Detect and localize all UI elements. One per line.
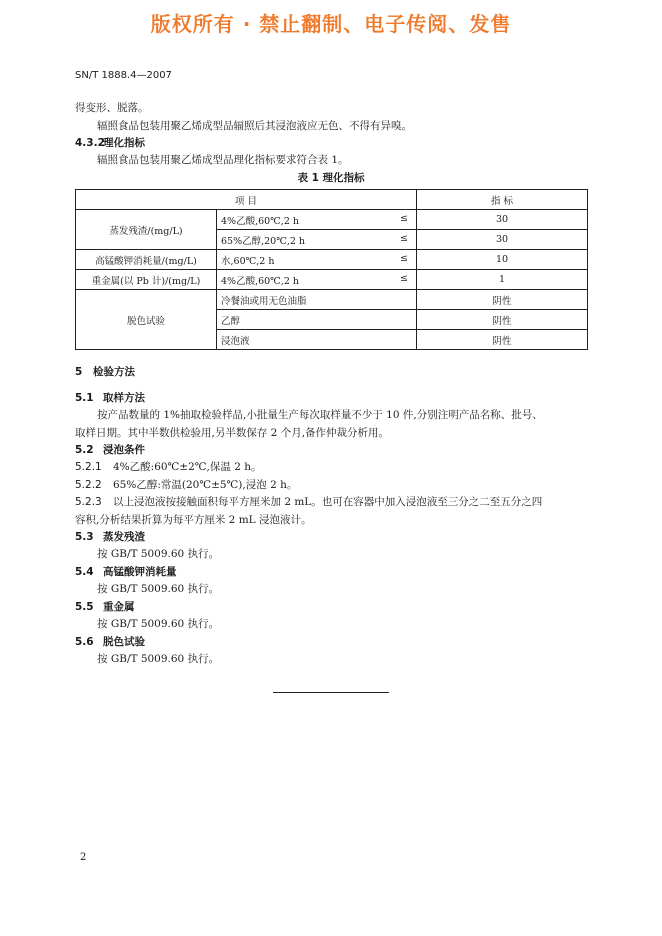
table-row bbox=[76, 210, 588, 230]
exec-text: 按 GB/T 5009.60 执行。 bbox=[97, 583, 220, 595]
section-54-heading bbox=[75, 564, 177, 579]
row-name: 脱色试验 bbox=[76, 290, 217, 350]
table-row bbox=[76, 290, 588, 310]
continued-text: 得变形、脱落。 bbox=[75, 102, 149, 114]
exec-text: 按 GB/T 5009.60 执行。 bbox=[97, 653, 220, 665]
value-cell: 阴性 bbox=[417, 290, 588, 310]
end-rule bbox=[273, 692, 389, 693]
clause-number: 5.2.3 bbox=[75, 496, 102, 508]
row-name: 重金属(以 Pb 计)/(mg/L) bbox=[76, 270, 217, 290]
section-title: 脱色试验 bbox=[103, 636, 145, 648]
section-432-text: 辐照食品包装用聚乙烯成型品理化指标要求符合表 1。 bbox=[97, 154, 349, 166]
table-row bbox=[76, 270, 588, 290]
condition-cell: 冷餐油或用无色油脂 bbox=[217, 290, 417, 310]
header-index: 指 标 bbox=[417, 190, 588, 210]
section-title: 取样方法 bbox=[103, 392, 145, 404]
condition-cell bbox=[217, 250, 417, 270]
spec-table bbox=[75, 189, 588, 350]
section-number: 5 bbox=[75, 366, 83, 378]
section-432-heading bbox=[75, 135, 145, 150]
value-cell: 1 bbox=[417, 270, 588, 290]
clause-521 bbox=[75, 459, 261, 474]
le-symbol: ≤ bbox=[400, 273, 408, 284]
standard-code: SN/T 1888.4—2007 bbox=[75, 70, 172, 81]
s51-line1: 按产品数量的 1%抽取检验样品,小批量生产每次取样量不少于 10 件,分别注明产品名称、批号、 bbox=[97, 409, 543, 421]
section-56-heading bbox=[75, 634, 145, 649]
section-number: 5.6 bbox=[75, 636, 94, 648]
condition-cell bbox=[217, 270, 417, 290]
clause-number: 5.2.2 bbox=[75, 479, 102, 491]
clause-431-text: 辐照食品包装用聚乙烯成型品辐照后其浸泡液应无色、不得有异嗅。 bbox=[97, 120, 412, 132]
condition-text: 水,60℃,2 h bbox=[221, 255, 275, 267]
clause-text: 以上浸泡液按接触面积每平方厘米加 2 mL。也可在容器中加入浸泡液至三分之二至五分之四 bbox=[113, 496, 543, 508]
section-number: 5.1 bbox=[75, 392, 94, 404]
section-52-heading bbox=[75, 442, 145, 457]
clause-522 bbox=[75, 477, 297, 492]
clause-text: 65%乙醇:常温(20℃±5℃),浸泡 2 h。 bbox=[113, 479, 298, 491]
value-cell: 阴性 bbox=[417, 330, 588, 350]
table-header-row bbox=[76, 190, 588, 210]
row-name: 蒸发残渣/(mg/L) bbox=[76, 210, 217, 250]
section-number: 5.3 bbox=[75, 531, 94, 543]
condition-cell bbox=[217, 230, 417, 250]
condition-cell bbox=[217, 210, 417, 230]
condition-cell: 乙醇 bbox=[217, 310, 417, 330]
le-symbol: ≤ bbox=[400, 213, 408, 224]
s51-line2: 取样日期。其中半数供检验用,另半数保存 2 个月,备作仲裁分析用。 bbox=[75, 427, 390, 439]
section-number: 5.4 bbox=[75, 566, 94, 578]
value-cell: 阴性 bbox=[417, 310, 588, 330]
value-cell: 30 bbox=[417, 210, 588, 230]
value-cell: 30 bbox=[417, 230, 588, 250]
section-title: 高锰酸钾消耗量 bbox=[103, 566, 177, 578]
section-55-heading bbox=[75, 599, 135, 614]
section-number: 5.5 bbox=[75, 601, 94, 613]
section-53-heading bbox=[75, 529, 145, 544]
section-title: 理化指标 bbox=[103, 137, 145, 149]
section-number: 5.2 bbox=[75, 444, 94, 456]
section-title: 浸泡条件 bbox=[103, 444, 145, 456]
value-cell: 10 bbox=[417, 250, 588, 270]
condition-text: 4%乙酸,60℃,2 h bbox=[221, 275, 300, 287]
section-title: 蒸发残渣 bbox=[103, 531, 145, 543]
page-number: 2 bbox=[80, 852, 87, 863]
section-51-heading bbox=[75, 390, 145, 405]
table-caption: 表 1 理化指标 bbox=[297, 172, 365, 184]
section-title: 检验方法 bbox=[93, 366, 135, 378]
condition-text: 4%乙酸,60℃,2 h bbox=[221, 215, 300, 227]
copyright-watermark: 版权所有 · 禁止翻制、电子传阅、发售 bbox=[150, 12, 512, 36]
section-title: 重金属 bbox=[103, 601, 135, 613]
le-symbol: ≤ bbox=[400, 253, 408, 264]
clause-523-line2: 容积,分析结果折算为每平方厘米 2 mL 浸泡液计。 bbox=[75, 514, 312, 526]
exec-text: 按 GB/T 5009.60 执行。 bbox=[97, 618, 220, 630]
table-row bbox=[76, 250, 588, 270]
clause-number: 5.2.1 bbox=[75, 461, 102, 473]
condition-cell: 浸泡液 bbox=[217, 330, 417, 350]
condition-text: 65%乙醇,20℃,2 h bbox=[221, 235, 306, 247]
section-5-heading bbox=[75, 364, 135, 379]
section-number: 4.3.2 bbox=[75, 137, 105, 149]
clause-523 bbox=[75, 494, 542, 509]
row-name: 高锰酸钾消耗量/(mg/L) bbox=[76, 250, 217, 270]
le-symbol: ≤ bbox=[400, 233, 408, 244]
header-item: 项 目 bbox=[76, 190, 417, 210]
clause-text: 4%乙酸:60℃±2℃,保温 2 h。 bbox=[113, 461, 262, 473]
exec-text: 按 GB/T 5009.60 执行。 bbox=[97, 548, 220, 560]
